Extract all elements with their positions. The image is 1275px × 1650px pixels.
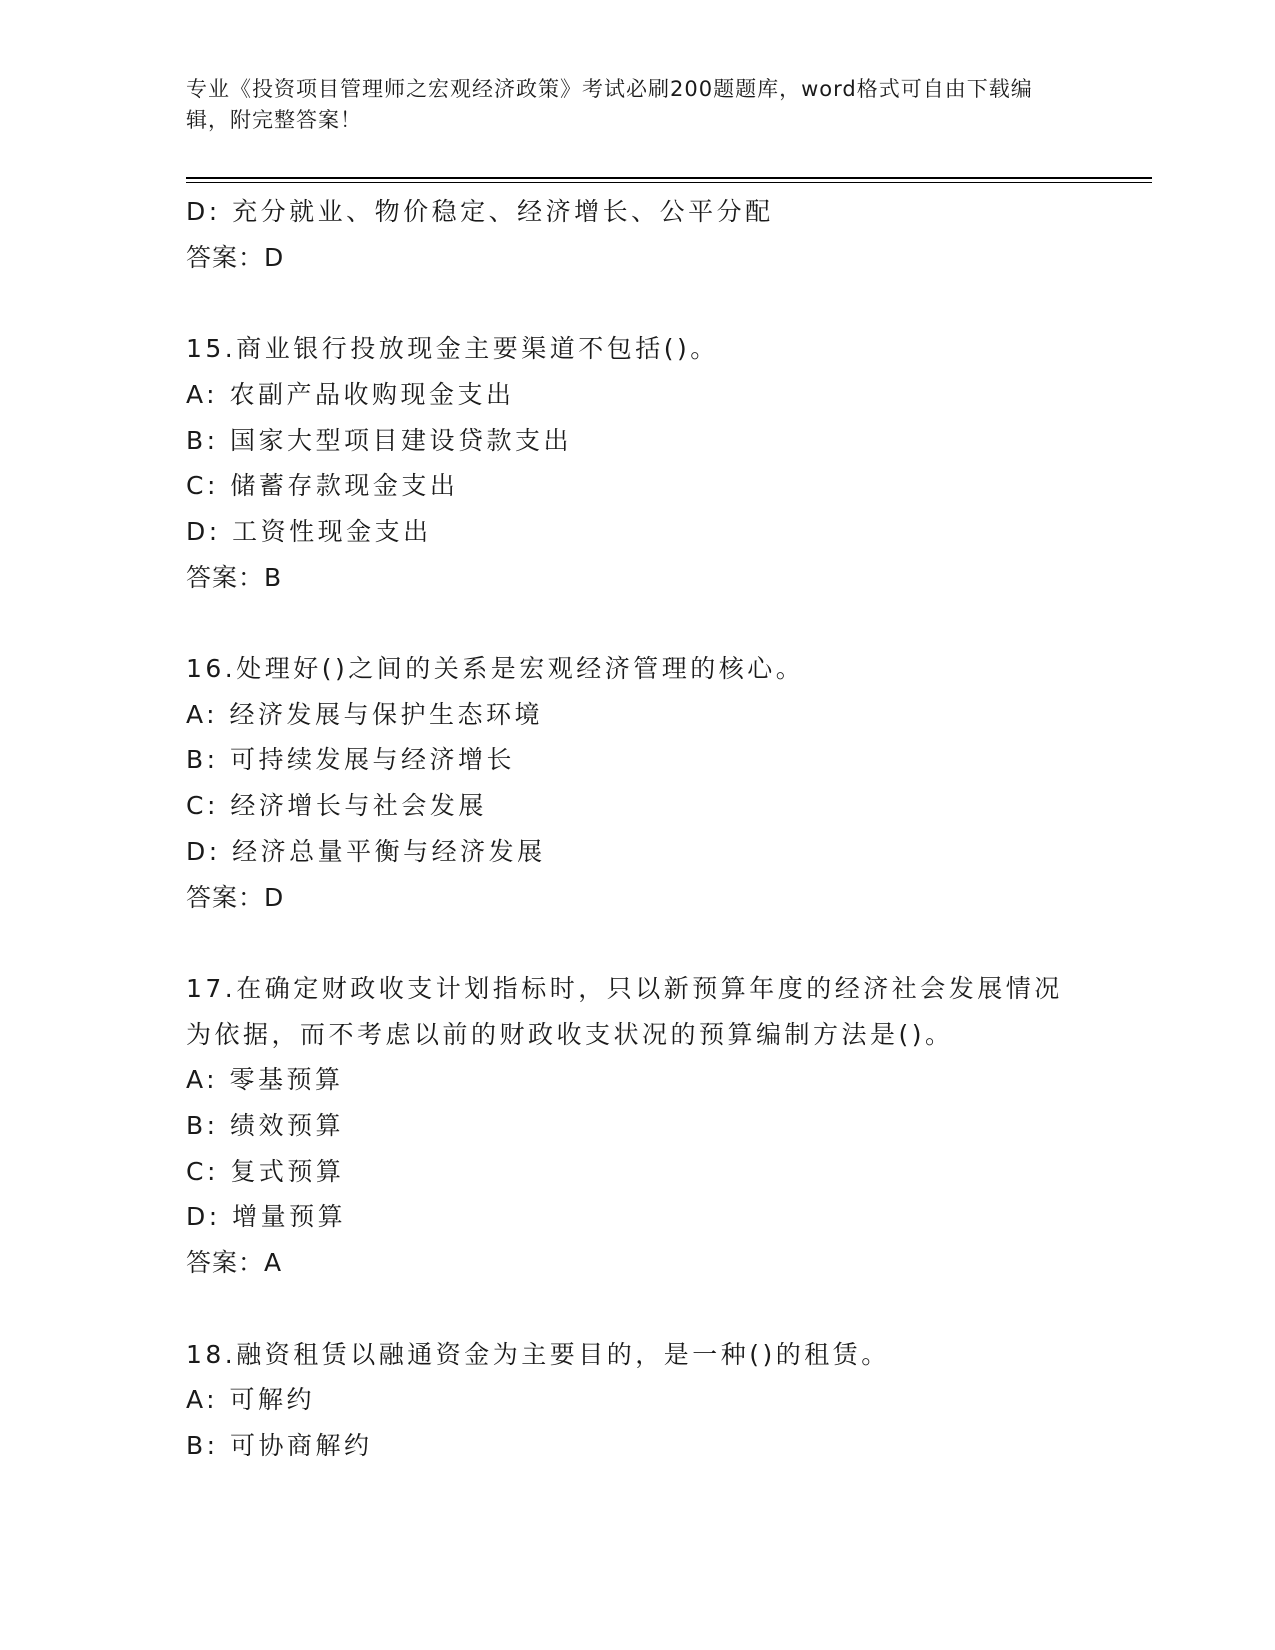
question-18: [186, 1332, 1126, 1469]
document-header: 专业《投资项目管理师之宏观经济政策》考试必刷200题题库，word格式可自由下载编辑，附完整答案！: [186, 77, 1033, 132]
option-a: A: 农副产品收购现金支出: [186, 379, 515, 409]
option-a: A: 可解约: [186, 1385, 316, 1415]
option-d: D: 增量预算: [186, 1202, 347, 1232]
question-title: 15.商业银行投放现金主要渠道不包括()。: [186, 334, 719, 364]
header-rule-thin: [186, 182, 1152, 183]
option-c: C: 经济增长与社会发展: [186, 791, 487, 821]
option-b: B: 绩效预算: [186, 1111, 345, 1141]
question-list: [186, 189, 1126, 1469]
option-b: B: 可持续发展与经济增长: [186, 745, 516, 775]
option-b: B: 国家大型项目建设贷款支出: [186, 425, 573, 455]
option-b: B: 可协商解约: [186, 1430, 373, 1460]
question-title: 17.在确定财政收支计划指标时，只以新预算年度的经济社会发展情况为依据，而不考虑以前的财政收支状况的预算编制方法是()。: [186, 973, 1063, 1049]
option-a: A: 零基预算: [186, 1065, 344, 1095]
question-15: [186, 326, 1126, 600]
header-rule-thick: [186, 177, 1152, 179]
spacer: [186, 600, 1126, 646]
option-c: C: 复式预算: [186, 1156, 345, 1186]
answer: 答案：A: [186, 1248, 283, 1278]
option-d: D: 经济总量平衡与经济发展: [186, 836, 546, 866]
option-c: C: 储蓄存款现金支出: [186, 471, 459, 501]
answer: 答案：B: [186, 562, 283, 592]
answer: 答案：D: [186, 882, 285, 912]
option-a: A: 经济发展与保护生态环境: [186, 699, 544, 729]
spacer: [186, 1286, 1126, 1332]
option-d: D: 工资性现金支出: [186, 516, 432, 546]
question-title: 16.处理好()之间的关系是宏观经济管理的核心。: [186, 654, 805, 683]
option-d: D: 充分就业、物价稳定、经济增长、公平分配: [186, 197, 774, 226]
spacer: [186, 920, 1126, 966]
question-title: 18.融资租赁以融通资金为主要目的，是一种()的租赁。: [186, 1339, 890, 1369]
question-17: [186, 966, 1126, 1286]
spacer: [186, 280, 1126, 326]
question-16: [186, 646, 1126, 920]
answer: 答案：D: [186, 242, 285, 272]
question-14-partial: [186, 189, 1126, 280]
